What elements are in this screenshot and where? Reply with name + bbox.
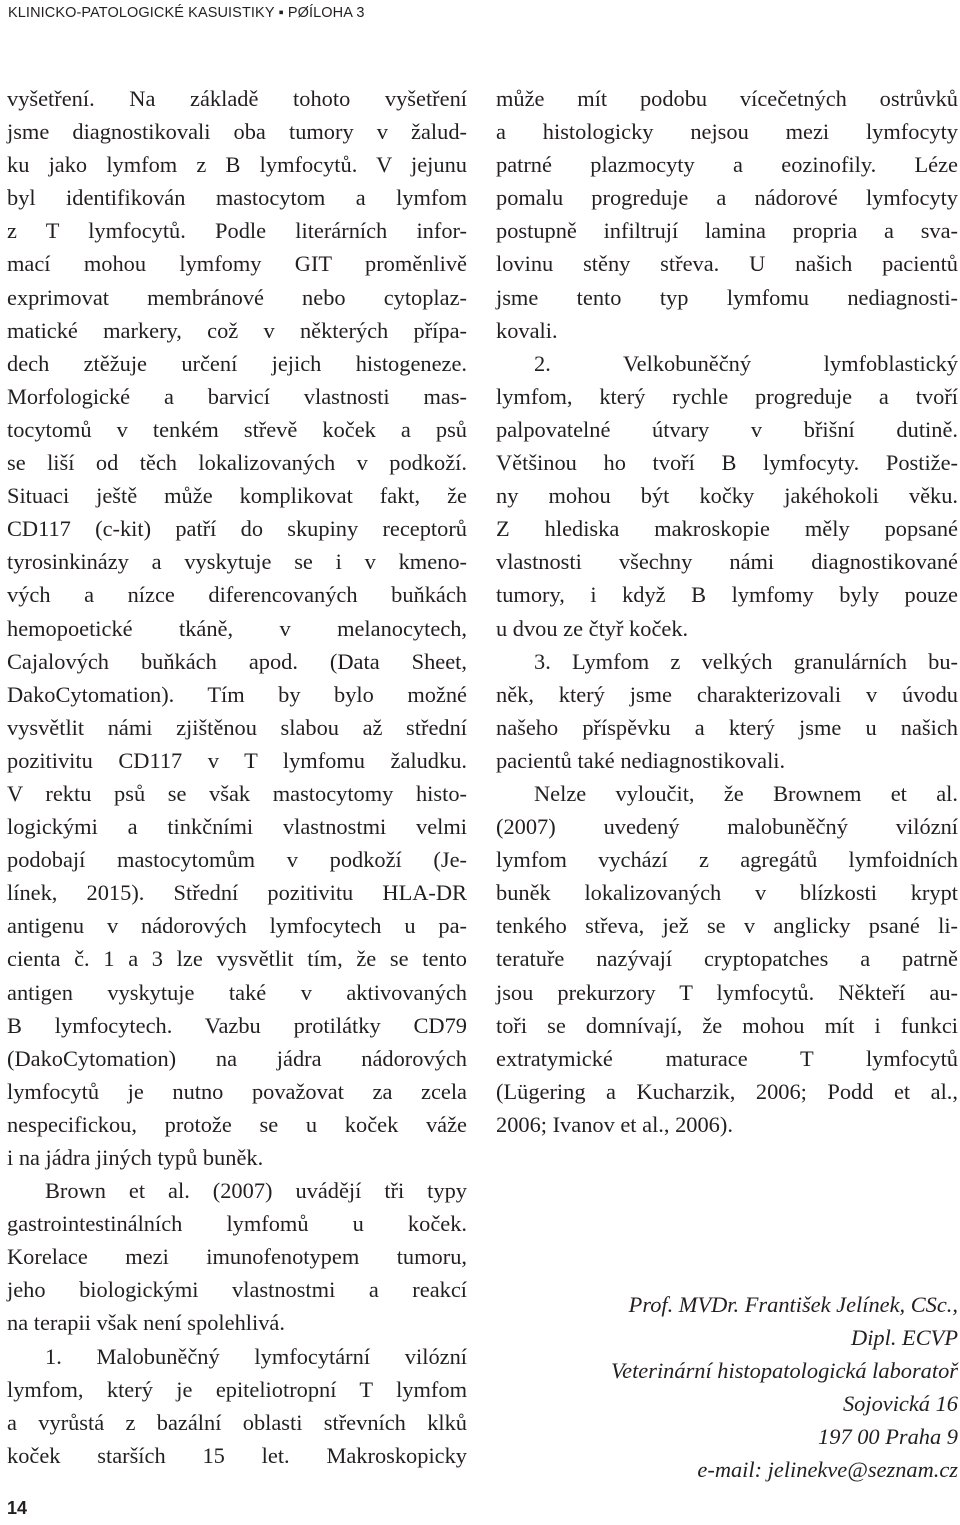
right-column-line: extratymické maturace T lymfocytů	[496, 1045, 958, 1071]
right-column-line: Z hlediska makroskopie měly popsané	[496, 516, 958, 542]
left-column-line: logickými a tinkčními vlastnostmi velmi	[7, 814, 467, 840]
right-column-line: pomalu progreduje a nádorové lymfocyty	[496, 185, 958, 211]
left-column-line: cienta č. 1 a 3 lze vysvětlit tím, že se tento	[7, 946, 467, 972]
right-column-line: Nelze vyloučit, že Brownem et al.	[534, 780, 958, 806]
right-column-line: něk, který jsme charakterizovali v úvodu	[496, 681, 958, 707]
left-column-line: (DakoCytomation) na jádra nádorových	[7, 1045, 467, 1071]
right-column-line: lovinu stěny střeva. U našich pacientů	[496, 251, 958, 277]
right-column-line: a histologicky nejsou mezi lymfocyty	[496, 119, 958, 145]
left-column-line: hemopoetické tkáně, v melanocytech,	[7, 615, 467, 641]
right-column-line: toři se domnívají, že mohou mít i funkci	[496, 1012, 958, 1038]
right-column-line: (Lügering a Kucharzik, 2006; Podd et al.,	[496, 1078, 958, 1104]
right-column-line: (2007) uvedený malobuněčný vilózní	[496, 814, 958, 840]
signature-line: Prof. MVDr. František Jelínek, CSc.,	[628, 1292, 958, 1317]
left-column-line: 1. Malobuněčný lymfocytární vilózní	[45, 1343, 467, 1369]
left-column-line: lymfom, který je epiteliotropní T lymfom	[7, 1376, 467, 1402]
left-column-line: matické markery, což v některých přípa-	[7, 317, 467, 343]
left-column-line: vých a nízce diferencovaných buňkách	[7, 582, 467, 608]
right-column-line: tenkého střeva, jež se v anglicky psané li-	[496, 913, 958, 939]
right-column-line: buněk lokalizovaných v blízkosti krypt	[496, 880, 958, 906]
right-column-line: 3. Lymfom z velkých granulárních bu-	[534, 648, 958, 674]
left-column-line: gastrointestinálních lymfomů u koček.	[7, 1211, 467, 1237]
right-column-line: jsme tento typ lymfomu nediagnosti-	[496, 284, 958, 310]
left-column-line: i na jádra jiných typů buněk.	[7, 1145, 264, 1170]
left-column-line: Morfologické a barvicí vlastnosti mas-	[7, 383, 467, 409]
right-column-line: lymfom vychází z agregátů lymfoidních	[496, 847, 958, 873]
left-column-line: dech ztěžuje určení jejich histogeneze.	[7, 350, 467, 376]
left-column-line: jeho biologickými vlastnostmi a reakcí	[7, 1277, 467, 1303]
left-column-line: a vyrůstá z bazální oblasti střevních klků	[7, 1409, 467, 1435]
left-column-line: CD117 (c-kit) patří do skupiny receptorů	[7, 516, 467, 542]
left-column-line: V rektu psů se však mastocytomy histo-	[7, 780, 467, 806]
left-column-line: vysvětlit námi zjištěnou slabou až střední	[7, 714, 467, 740]
left-column-line: exprimovat membránové nebo cytoplaz-	[7, 284, 467, 310]
left-column-line: Situaci ještě může komplikovat fakt, že	[7, 483, 467, 509]
left-text-column	[7, 82, 467, 1472]
author-signature-block	[611, 1288, 958, 1487]
left-column-line: koček starších 15 let. Makroskopicky	[7, 1442, 467, 1468]
left-column-line: vyšetření. Na základě tohoto vyšetření	[7, 86, 467, 111]
left-column-line: Korelace mezi imunofenotypem tumoru,	[7, 1244, 467, 1270]
right-column-line: jsou prekurzory T lymfocytů. Někteří au-	[496, 979, 958, 1005]
right-column-line: patrné plazmocyty a eozinofily. Léze	[496, 152, 958, 178]
signature-line: Sojovická 16	[842, 1391, 958, 1417]
left-column-line: nespecifickou, protože se u koček váže	[7, 1111, 467, 1137]
left-column-line: Brown et al. (2007) uvádějí tři typy	[45, 1178, 467, 1204]
left-column-line: jsme diagnostikovali oba tumory v žalud-	[7, 119, 467, 145]
right-column-line: 2006; Ivanov et al., 2006).	[496, 1111, 733, 1137]
left-column-line: pozitivitu CD117 v T lymfomu žaludku.	[7, 747, 467, 773]
right-column-line: tumory, i když B lymfomy byly pouze	[496, 582, 958, 608]
right-column-line: Většinou ho tvoří B lymfocyty. Postiže-	[496, 450, 958, 476]
right-column-line: našeho příspěvku a který jsme u našich	[496, 714, 958, 740]
left-column-line: mací mohou lymfomy GIT proměnlivě	[7, 251, 467, 277]
right-column-line: pacientů také nediagnostikovali.	[496, 747, 786, 773]
left-column-line: podobají mastocytomům v podkoží (Je-	[7, 847, 467, 873]
right-column-line: kovali.	[496, 317, 558, 343]
right-column-line: teratuře nazývají cryptopatches a patrně	[496, 946, 958, 972]
right-column-line: vlastnosti všechny námi diagnostikované	[496, 549, 958, 575]
right-column-line: může mít podobu vícečetných ostrůvků	[496, 86, 958, 111]
left-column-line: Cajalových buňkách apod. (Data Sheet,	[7, 648, 467, 674]
right-column-line: palpovatelné útvary v břišní dutině.	[496, 416, 958, 442]
right-column-line: u dvou ze čtyř koček.	[496, 615, 689, 641]
signature-line: Veterinární histopatologická laboratoř	[610, 1358, 958, 1384]
right-column-line: ny mohou být kočky jakéhokoli věku.	[496, 483, 958, 509]
right-column-line: lymfom, který rychle progreduje a tvoří	[496, 383, 958, 409]
right-column-line: 2. Velkobuněčný lymfoblastický	[534, 350, 958, 376]
left-column-line: na terapii však není spolehlivá.	[7, 1310, 285, 1336]
running-header: KLINICKO-PATOLOGICKÉ KASUISTIKY ▪ PØÍLOHA 3	[8, 5, 365, 21]
left-column-line: B lymfocytech. Vazbu protilátky CD79	[7, 1012, 467, 1038]
signature-line: 197 00 Praha 9	[818, 1424, 958, 1450]
left-column-line: se liší od těch lokalizovaných v podkoží.	[7, 450, 467, 476]
left-column-line: byl identifikován mastocytom a lymfom	[7, 185, 467, 211]
left-column-line: lymfocytů je nutno považovat za zcela	[7, 1078, 467, 1104]
left-column-line: tyrosinkinázy a vyskytuje se i v kmeno-	[7, 549, 467, 575]
left-column-line: antigenu v nádorových lymfocytech u pa-	[7, 913, 467, 939]
signature-line: e-mail: jelinekve@seznam.cz	[697, 1457, 958, 1483]
left-column-line: tocytomů v tenkém střevě koček a psů	[7, 416, 467, 442]
left-column-line: línek, 2015). Střední pozitivitu HLA-DR	[7, 880, 467, 906]
left-column-line: z T lymfocytů. Podle literárních infor-	[7, 218, 467, 244]
left-column-line: ku jako lymfom z B lymfocytů. V jejunu	[7, 152, 467, 178]
right-text-column	[496, 82, 958, 1141]
left-column-line: antigen vyskytuje také v aktivovaných	[7, 979, 467, 1005]
signature-line: Dipl. ECVP	[851, 1325, 958, 1351]
page-number: 14	[7, 1498, 28, 1518]
right-column-line: postupně infiltrují lamina propria a sva-	[496, 218, 958, 244]
left-column-line: DakoCytomation). Tím by bylo možné	[7, 681, 467, 707]
